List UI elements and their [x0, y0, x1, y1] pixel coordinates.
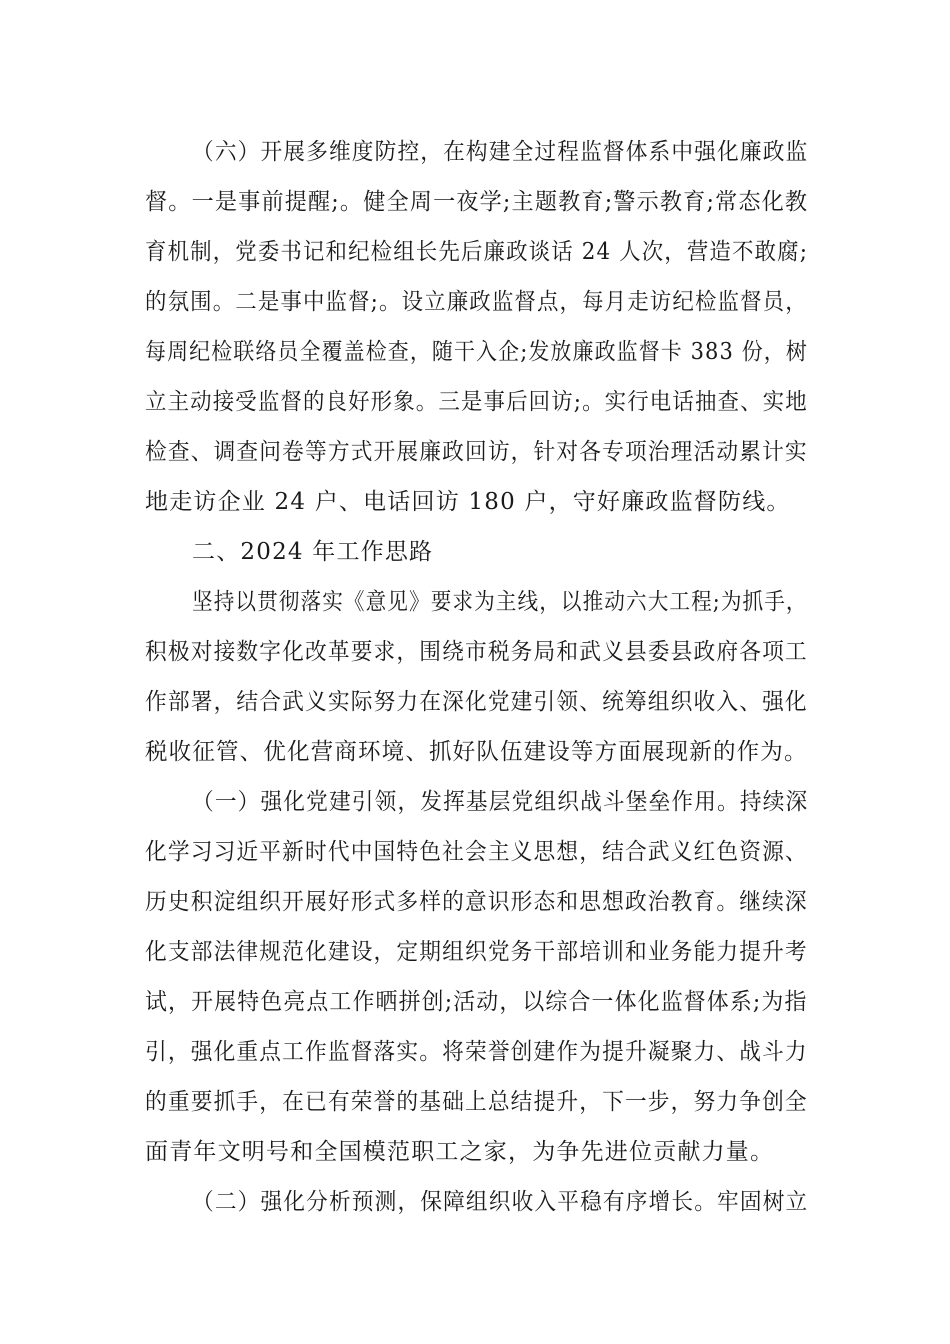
text-line: 历史积淀组织开展好形式多样的意识形态和思想政治教育。继续深 — [145, 889, 808, 915]
text-line: 作部署，结合武义实际努力在深化党建引领、统筹组织收入、强化 — [145, 689, 808, 715]
text-line: （二）强化分析预测，保障组织收入平稳有序增长。牢固树立 — [192, 1189, 809, 1215]
text-line: 化学习习近平新时代中国特色社会主义思想，结合武义红色资源、 — [145, 839, 808, 865]
text-line: 每周纪检联络员全覆盖检查，随干入企;发放廉政监督卡 383 份，树 — [145, 339, 808, 365]
text-line: 检查、调查问卷等方式开展廉政回访，针对各专项治理活动累计实 — [145, 439, 808, 465]
text-line: 的氛围。二是事中监督;。设立廉政监督点，每月走访纪检监督员， — [145, 289, 808, 315]
text-line: 督。一是事前提醒;。健全周一夜学;主题教育;警示教育;常态化教 — [145, 189, 809, 215]
text-line: 引，强化重点工作监督落实。将荣誉创建作为提升凝聚力、战斗力 — [145, 1039, 808, 1065]
text-line: 积极对接数字化改革要求，围绕市税务局和武义县委县政府各项工 — [145, 639, 808, 665]
text-line: （六）开展多维度防控，在构建全过程监督体系中强化廉政监 — [192, 139, 809, 165]
text-line: 试，开展特色亮点工作晒拼创;活动，以综合一体化监督体系;为指 — [145, 989, 808, 1015]
text-line: 地走访企业 24 户、电话回访 180 户，守好廉政监督防线。 — [145, 489, 791, 515]
text-line: 育机制，党委书记和纪检组长先后廉政谈话 24 人次，营造不敢腐; — [145, 239, 809, 265]
text-line: 化支部法律规范化建设，定期组织党务干部培训和业务能力提升考 — [145, 939, 808, 965]
section-heading: 二、2024 年工作思路 — [192, 539, 434, 565]
text-line: （一）强化党建引领，发挥基层党组织战斗堡垒作用。持续深 — [192, 789, 809, 815]
text-line: 税收征管、优化营商环境、抓好队伍建设等方面展现新的作为。 — [145, 739, 808, 765]
text-line: 的重要抓手，在已有荣誉的基础上总结提升，下一步，努力争创全 — [145, 1089, 808, 1115]
text-line: 坚持以贯彻落实《意见》要求为主线，以推动六大工程;为抓手， — [192, 589, 808, 615]
text-line: 面青年文明号和全国模范职工之家，为争先进位贡献力量。 — [145, 1139, 775, 1165]
text-line: 立主动接受监督的良好形象。三是事后回访;。实行电话抽查、实地 — [145, 389, 808, 415]
